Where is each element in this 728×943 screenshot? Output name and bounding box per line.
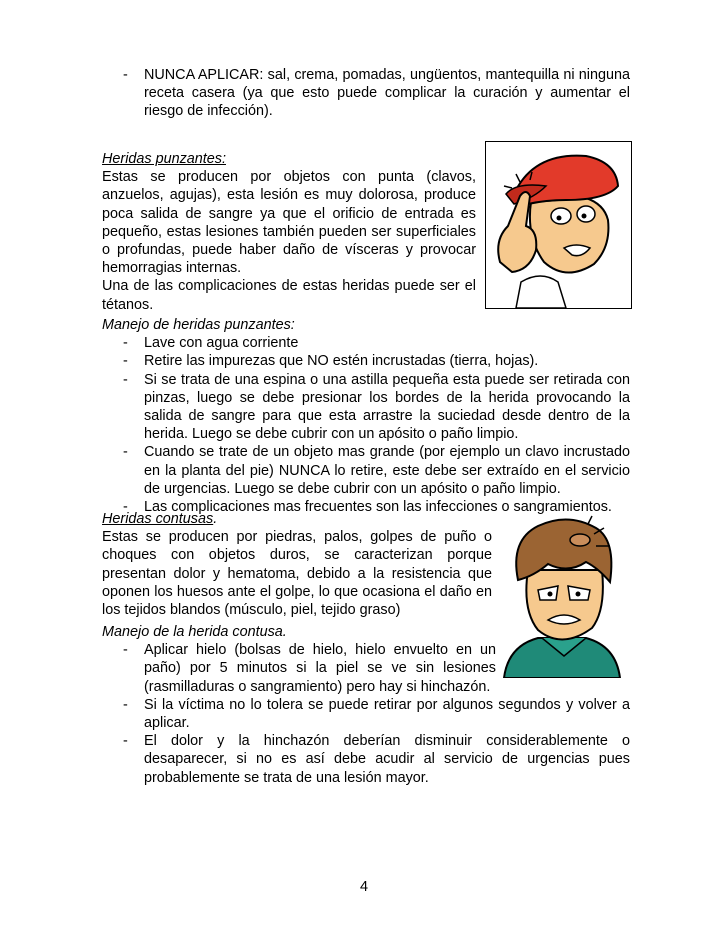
cartoon-finger-puncture-icon <box>486 142 631 308</box>
punzantes-paragraph-2: Una de las complicaciones de estas heridas puede ser el tétanos. <box>102 278 476 313</box>
intro-list <box>102 66 630 121</box>
contusas-heading-text: Heridas contusas <box>102 511 214 527</box>
list-item: - Las complicaciones mas frecuentes son las infecciones o sangramientos. <box>102 498 630 516</box>
section-heading-contusas <box>102 510 492 528</box>
punzantes-paragraph-1: Estas se producen por objetos con punta (clavos, anzuelos, agujas), esta lesión es muy dolorosa, produce poca salida de sangre ya que el orificio de entrada es pequeño, estas lesiones también pueden ser superficiales o profundas, puede haber daño de vísceras y provocar hemorragias internas. <box>102 169 476 277</box>
page-number: 4 <box>359 879 368 895</box>
section-heading-punzantes: Heridas punzantes: <box>102 151 226 167</box>
manejo-contusa-list <box>102 641 630 787</box>
contusas-section <box>102 510 492 619</box>
manejo-punzantes-section <box>102 316 630 516</box>
list-item: - Cuando se trate de un objeto mas grande (por ejemplo un clavo incrustado en la planta del pie) NUNCA lo retire, este debe ser extraído en el servicio de urgencias. Luego se debe cubrir con un apósito o paño limpio. <box>102 443 630 498</box>
punzantes-illustration <box>485 141 632 309</box>
list-item: - Si la víctima no lo tolera se puede retirar por algunos segundos y volver a aplicar. <box>102 696 630 732</box>
list-item: - NUNCA APLICAR: sal, crema, pomadas, ungüentos, mantequilla ni ninguna receta casera (ya que esto puede complicar la curación y aumentar el riesgo de infección). <box>102 66 630 121</box>
intro-list-block <box>102 66 630 121</box>
manejo-contusa-section <box>102 623 630 787</box>
punzantes-section <box>102 150 476 314</box>
list-item: - El dolor y la hinchazón deberían disminuir considerablemente o desaparecer, si no es así debe acudir al servicio de urgencias pues probablemente se trata de una lesión mayor. <box>102 732 630 787</box>
section-heading-manejo-contusa: Manejo de la herida contusa. <box>102 624 287 640</box>
list-item: - Aplicar hielo (bolsas de hielo, hielo envuelto en un paño) por 5 minutos si la piel se ve sin lesiones (rasmilladuras o sangramiento) pero hay si hinchazón. <box>102 641 496 696</box>
list-item: - Retire las impurezas que NO estén incrustadas (tierra, hojas). <box>102 352 630 370</box>
manejo-punzantes-list <box>102 334 630 516</box>
contusas-heading-suffix: . <box>213 511 218 527</box>
section-heading-manejo-punzantes: Manejo de heridas punzantes: <box>102 317 295 333</box>
list-item: - Si se trata de una espina o una astilla pequeña esta puede ser retirada con pinzas, luego se debe presionar los bordes de la herida provocando la salida de sangre para que esta arrastre la suciedad desde dentro de la herida. Luego se debe cubrir con un apósito o paño limpio. <box>102 371 630 444</box>
contusas-paragraph: Estas se producen por piedras, palos, golpes de puño o choques con objetos duros, se caracterizan porque presentan dolor y hematoma, debido a la resistencia que oponen los huesos ante el golpe, lo que ocasiona el daño en los tejidos blandos (músculo, piel, tejido graso) <box>102 529 492 619</box>
list-item: - Lave con agua corriente <box>102 334 630 352</box>
